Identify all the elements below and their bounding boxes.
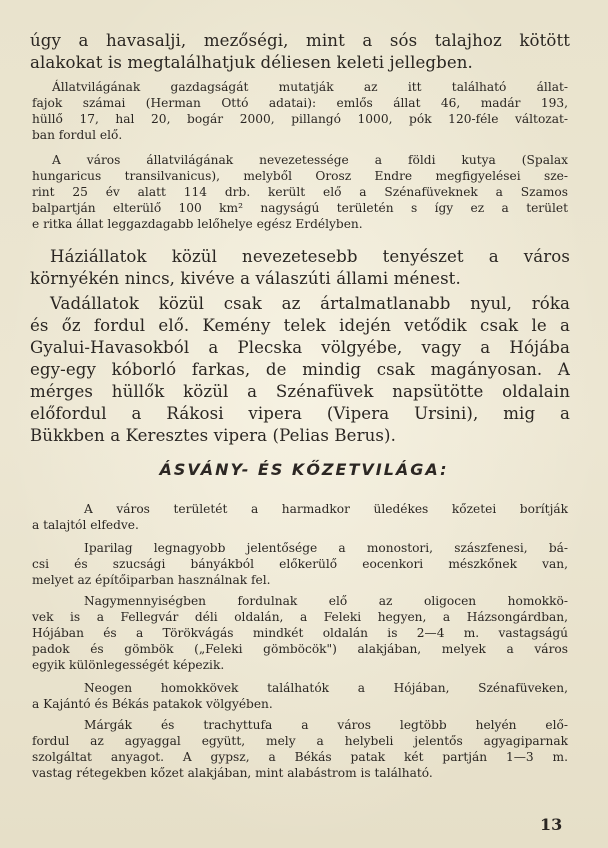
text-line: e ritka állat leggazdagabb lelőhelye egész Erdélyben. <box>32 217 363 231</box>
text-line: fajok számai (Herman Ottó adatai): emlős állat 46, madár 193, <box>32 96 568 110</box>
text-line: környékén nincs, kivéve a válaszúti állami ménest. <box>30 269 461 288</box>
text-line: Márgák és trachyttufa a város legtöbb helyén elő- <box>84 718 568 732</box>
text-line: Nagymennyiségben fordulnak elő az oligocen homokkö- <box>84 594 568 608</box>
text-line: hungaricus transilvanicus), melyből Orosz Endre megfigyelései sze- <box>32 169 568 183</box>
text-line: Háziállatok közül nevezetesebb tenyészet a város <box>50 247 570 266</box>
text-line: és őz fordul elő. Kemény telek idején vetődik csak le a <box>30 316 570 335</box>
text-line: melyet az építőiparban használnak fel. <box>32 573 271 587</box>
text-line: balpartján elterülő 100 km² nagyságú területén s így ez a terület <box>32 201 568 215</box>
text-line: ban fordul elő. <box>32 128 123 142</box>
text-line: A város állatvilágának nevezetessége a földi kutya (Spalax <box>52 153 568 167</box>
text-line: fordul az agyaggal együtt, mely a helybeli jelentős agyagiparnak <box>32 734 568 748</box>
text-line: a Kajántó és Békás patakok völgyében. <box>32 697 273 711</box>
text-line: vek is a Fellegvár déli oldalán, a Feleki hegyen, a Házsongárdban, <box>32 610 568 624</box>
text-line: padok és gömbök („Feleki gömböcök") alakjában, melyek a város <box>32 642 568 656</box>
text-line: Gyalui-Havasokból a Plecska völgyébe, vagy a Hójába <box>30 338 570 357</box>
text-line: alakokat is megtalálhatjuk déliesen keleti jellegben. <box>30 53 473 72</box>
text-line: hüllő 17, hal 20, bogár 2000, pillangó 1000, pók 120-féle változat- <box>32 112 568 126</box>
text-line: Neogen homokkövek találhatók a Hójában, Szénafüveken, <box>84 681 568 695</box>
text-line: a talajtól elfedve. <box>32 518 139 532</box>
text-line: egy-egy kóborló farkas, de mindig csak magányosan. A <box>30 360 570 379</box>
text-line: mérges hüllők közül a Szénafüvek napsütötte oldalain <box>30 382 570 401</box>
text-line: előfordul a Rákosi vipera (Vipera Ursini), mig a <box>30 404 570 423</box>
text-line: Állatvilágának gazdagságát mutatják az itt található állat- <box>52 80 568 94</box>
text-line: csi és szucsági bányákból előkerülő eocenkori mészkőnek van, <box>32 557 568 571</box>
text-line: vastag rétegekben kőzet alakjában, mint alabástrom is található. <box>32 766 433 780</box>
text-line: Bükkben a Keresztes vipera (Pelias Berus). <box>30 426 396 445</box>
section-heading: ÁSVÁNY- ÉS KŐZETVILÁGA: <box>159 460 449 479</box>
text-line: Vadállatok közül csak az ártalmatlanabb nyul, róka <box>50 294 570 313</box>
text-line: szolgáltat anyagot. A gypsz, a Békás patak két partján 1—3 m. <box>32 750 568 764</box>
text-line: rint 25 év alatt 114 drb. került elő a Szénafüveknek a Szamos <box>32 185 568 199</box>
text-line: Iparilag legnagyobb jelentősége a monostori, szászfenesi, bá- <box>84 541 568 555</box>
text-line: Hójában és a Törökvágás mindkét oldalán is 2—4 m. vastagságú <box>32 626 568 640</box>
page-number: 13 <box>540 815 563 834</box>
text-line: egyik különlegességét képezik. <box>32 658 225 672</box>
text-line: úgy a havasalji, mezőségi, mint a sós talajhoz kötött <box>30 31 570 50</box>
text-line: A város területét a harmadkor üledékes kőzetei borítják <box>84 502 568 516</box>
